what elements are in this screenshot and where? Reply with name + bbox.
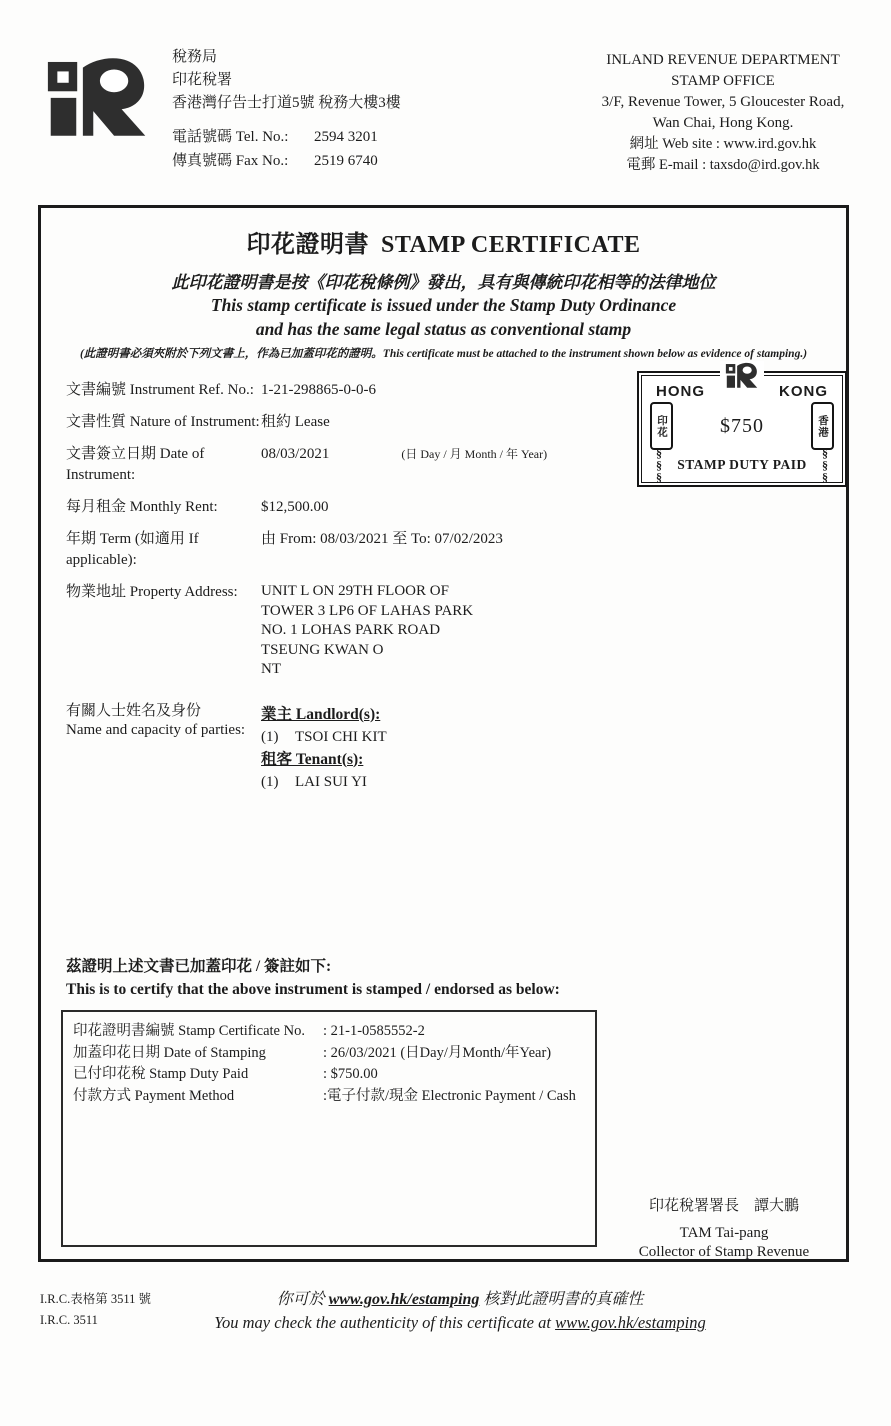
- estamping-link-en[interactable]: www.gov.hk/estamping: [555, 1313, 706, 1332]
- title-zh: 印花證明書: [246, 232, 370, 258]
- detail-duty-paid: [73, 1064, 585, 1086]
- field-label: 年期 Term (如適用 If applicable):: [66, 531, 199, 568]
- stamp-middle-row: [642, 400, 842, 450]
- field-nature: [66, 412, 626, 433]
- fax-number: 2519 6740: [314, 153, 378, 169]
- stamp-hong: HONG: [656, 383, 705, 400]
- collector-title-name-zh: 印花稅署署長 譚大鵬: [648, 1198, 799, 1214]
- address-line: NO. 1 LOHAS PARK ROAD: [261, 622, 441, 638]
- detail-value: :電子付款/現金 Electronic Payment / Cash: [323, 1087, 576, 1104]
- field-instrument-ref: [66, 380, 626, 401]
- authenticity-zh-prefix: 你可於: [276, 1291, 329, 1308]
- property-address: [261, 582, 473, 680]
- address-line: NT: [261, 661, 281, 677]
- email-link[interactable]: taxsdo@ird.gov.hk: [709, 157, 820, 173]
- field-label: 每月租金 Monthly Rent:: [66, 499, 218, 515]
- party-number: (1): [261, 773, 279, 790]
- stamp-duty-paid-text: STAMP DUTY PAID: [677, 457, 807, 472]
- instrument-fields: [66, 380, 626, 803]
- subtitle-en-2: and has the same legal status as conventional stamp: [255, 319, 632, 339]
- stamping-details-box: [61, 1010, 597, 1247]
- field-value: 1-21-298865-0-0-6: [261, 382, 376, 398]
- tel-number: 2594 3201: [314, 129, 378, 145]
- parties-label-en: Name and capacity of parties:: [66, 721, 246, 738]
- party-number: (1): [261, 728, 279, 745]
- detail-label: 加蓋印花日期 Date of Stamping: [73, 1044, 266, 1061]
- field-label: 文書簽立日期 Date of Instrument:: [66, 446, 205, 483]
- detail-certificate-no: [73, 1021, 585, 1043]
- parties-label: [66, 702, 261, 792]
- stamp-right-seal: 香港: [811, 402, 834, 450]
- landlord-heading: 業主 Landlord(s):: [261, 705, 381, 723]
- detail-label: 付款方式 Payment Method: [73, 1087, 235, 1104]
- field-value: 由 From: 08/03/2021 至 To: 07/02/2023: [261, 531, 503, 547]
- title-en: STAMP CERTIFICATE: [381, 232, 641, 258]
- collector-title-en: Collector of Stamp Revenue: [638, 1244, 810, 1260]
- email-label: 電郵 E-mail :: [626, 157, 710, 173]
- tenant-item: [261, 772, 387, 792]
- letterhead-left: [172, 46, 401, 115]
- detail-value: : 21-1-0585552-2: [323, 1023, 425, 1039]
- field-value: $12,500.00: [261, 499, 329, 515]
- detail-date-of-stamping: [73, 1043, 585, 1065]
- field-parties: [66, 702, 626, 792]
- stamp-left-seal: 印花: [650, 402, 673, 450]
- office-address-en-1: 3/F, Revenue Tower, 5 Gloucester Road,: [601, 94, 845, 110]
- tel-label: 電話號碼 Tel. No.:: [172, 129, 289, 145]
- authenticity-line-en: [170, 1313, 750, 1333]
- address-line: TOWER 3 LP6 OF LAHAS PARK: [261, 602, 474, 619]
- stamp-inner-border: [641, 375, 843, 483]
- fax-line: [172, 149, 378, 173]
- authenticity-line-zh: [170, 1286, 750, 1309]
- stamp-bottom-row: [642, 446, 842, 484]
- collector-name-en: TAM Tai-pang: [679, 1225, 769, 1241]
- certify-line-en: This is to certify that the above instrument is stamped / endorsed as below:: [66, 981, 560, 998]
- fax-label: 傳真號碼 Fax No.:: [172, 153, 289, 169]
- website-line: [558, 134, 888, 155]
- dept-name-en: INLAND REVENUE DEPARTMENT: [606, 52, 840, 68]
- detail-value: : $750.00: [323, 1066, 378, 1082]
- date-format-note: (日 Day / 月 Month / 年 Year): [401, 447, 548, 461]
- parties-list: [261, 702, 387, 792]
- attach-note: (此證明書必須夾附於下列文書上，作為已加蓋印花的證明。This certificate must be attached to the instrument shown below as evidence of stamping.): [79, 348, 808, 360]
- party-name: LAI SUI YI: [295, 773, 367, 790]
- form-number-zh: I.R.C.表格第 3511 號: [40, 1292, 151, 1306]
- field-monthly-rent: [66, 497, 626, 518]
- stamp-right-ornament-icon: §§§: [817, 446, 832, 482]
- address-line: UNIT L ON 29TH FLOOR OF: [261, 583, 449, 599]
- certify-statement: [66, 955, 560, 1001]
- detail-payment-method: [73, 1086, 585, 1108]
- tel-line: [172, 125, 378, 149]
- party-name: TSOI CHI KIT: [295, 728, 387, 745]
- detail-label: 印花證明書編號 Stamp Certificate No.: [73, 1023, 305, 1039]
- detail-label: 已付印花稅 Stamp Duty Paid: [73, 1066, 249, 1082]
- website-link[interactable]: www.ird.gov.hk: [723, 136, 817, 152]
- stamp-kong: KONG: [779, 383, 828, 400]
- office-name-zh: 印花稅署: [172, 72, 233, 88]
- authenticity-en-prefix: You may check the authenticity of this certificate at: [214, 1313, 556, 1332]
- field-label: 物業地址 Property Address:: [66, 584, 238, 600]
- address-line: TSEUNG KWAN O: [261, 641, 384, 658]
- stamp-left-ornament-icon: §§§: [652, 446, 666, 482]
- signature-block: [589, 1194, 859, 1262]
- stamp-amount: $750: [720, 414, 764, 437]
- field-value: 租約 Lease: [261, 414, 330, 430]
- form-number-en: I.R.C. 3511: [40, 1313, 98, 1327]
- stamp-duty-chop: [637, 371, 847, 487]
- tenant-heading: 租客 Tenant(s):: [261, 750, 364, 768]
- dept-name-zh: 稅務局: [172, 49, 218, 65]
- office-name-en: STAMP OFFICE: [671, 73, 775, 89]
- subtitle-zh: 此印花證明書是按《印花稅條例》發出，具有與傳統印花相等的法律地位: [171, 273, 716, 292]
- landlord-item: [261, 727, 387, 747]
- detail-value: : 26/03/2021 (日Day/月Month/年Year): [323, 1044, 552, 1061]
- subtitle-en-1: This stamp certificate is issued under the Stamp Duty Ordinance: [210, 295, 677, 315]
- letterhead-right: [558, 50, 888, 176]
- field-date-of-instrument: [66, 444, 626, 486]
- field-label: 文書編號 Instrument Ref. No.:: [66, 382, 254, 398]
- parties-label-zh: 有關人士姓名及身份: [66, 702, 202, 719]
- office-address-en-2: Wan Chai, Hong Kong.: [652, 115, 794, 131]
- certificate-box: [38, 205, 849, 1262]
- authenticity-note: [170, 1286, 750, 1333]
- field-label: 文書性質 Nature of Instrument:: [66, 414, 260, 430]
- field-property-address: [66, 582, 626, 680]
- letterhead-contact: [172, 125, 378, 173]
- ird-logo-icon: [46, 52, 150, 140]
- estamping-link-zh[interactable]: www.gov.hk/estamping: [328, 1291, 480, 1308]
- office-address-zh: 香港灣仔告士打道5號 稅務大樓3樓: [172, 95, 401, 111]
- field-value: 08/03/2021: [261, 446, 330, 462]
- field-term: [66, 529, 626, 571]
- form-number: [40, 1289, 151, 1331]
- stamp-ird-logo-icon: [720, 361, 764, 389]
- certify-line-zh: 茲證明上述文書已加蓋印花 / 簽註如下:: [66, 958, 332, 975]
- certificate-title: [41, 224, 846, 259]
- website-label: 網址 Web site :: [629, 136, 724, 152]
- authenticity-zh-suffix: 核對此證明書的真確性: [479, 1291, 644, 1308]
- email-line: [558, 155, 888, 176]
